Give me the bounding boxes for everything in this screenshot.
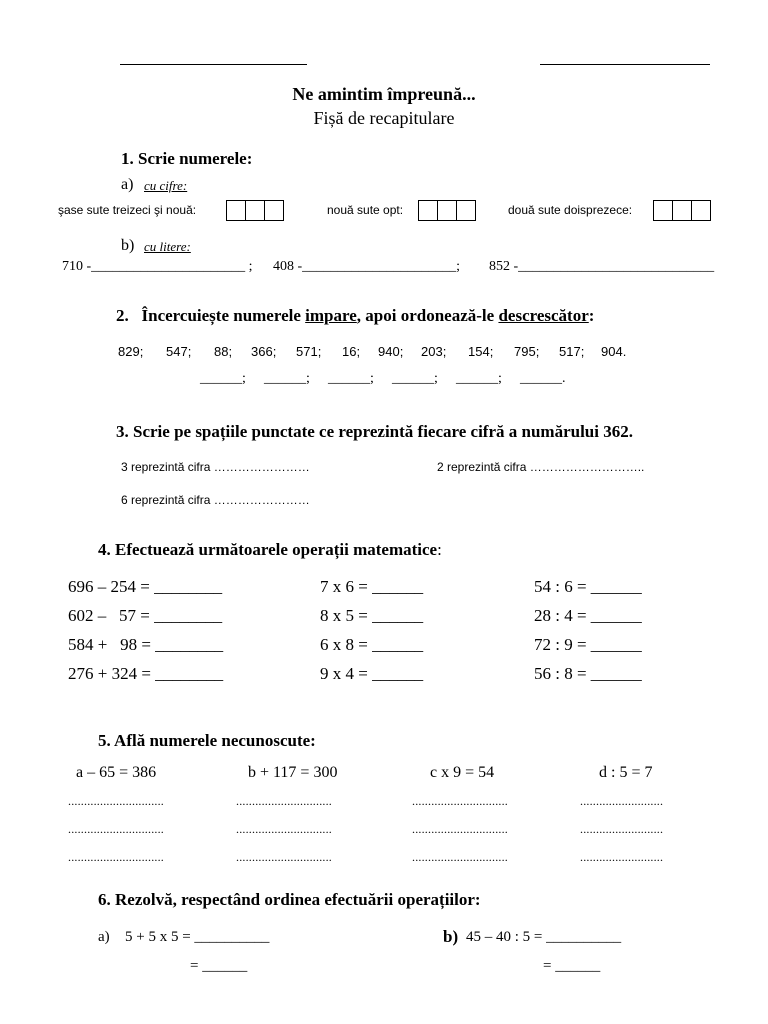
ex2-number-item[interactable]: 16; <box>342 344 361 359</box>
ex5-dotted-line[interactable]: .............................. <box>412 822 508 836</box>
ex4-operation[interactable]: 72 : 9 = ______ <box>534 635 642 654</box>
ex4-heading-colon: : <box>437 540 442 559</box>
ex5-dotted-line[interactable]: .............................. <box>68 850 164 864</box>
ex6-b-result[interactable]: = ______ <box>543 958 601 974</box>
ex3-item[interactable]: 6 reprezintă cifra …………………… <box>121 493 310 507</box>
ex2-blank[interactable]: ______; <box>200 371 246 386</box>
ex4-heading <box>98 540 442 560</box>
ex3-item[interactable]: 3 reprezintă cifra …………………… <box>121 460 310 474</box>
ex2-blank[interactable]: ______; <box>456 371 502 386</box>
ex2-text-pre: Încercuiește numerele <box>141 306 306 325</box>
name-line[interactable] <box>120 64 307 65</box>
ex5-dotted-line[interactable]: .......................... <box>580 794 664 808</box>
ex3-heading: 3. Scrie pe spațiile punctate ce reprezintă fiecare cifră a numărului 362. <box>116 422 633 441</box>
ex4-operation[interactable]: 6 x 8 = ______ <box>320 635 424 654</box>
ex5-dotted-line[interactable]: .............................. <box>68 794 164 808</box>
ex4-operation[interactable]: 56 : 8 = ______ <box>534 664 642 683</box>
ex3-item[interactable]: 2 reprezintă cifra ……………………….. <box>437 460 645 474</box>
ex2-blank[interactable]: ______. <box>520 371 566 386</box>
ex5-equation: d : 5 = 7 <box>599 764 653 781</box>
ex5-equation: c x 9 = 54 <box>430 764 495 781</box>
ex6-heading: 6. Rezolvă, respectând ordinea efectuării operațiilor: <box>98 890 481 909</box>
ex4-operation[interactable]: 9 x 4 = ______ <box>320 664 424 683</box>
ex2-keyword-impare: impare <box>305 306 357 325</box>
ex2-number-item[interactable]: 88; <box>214 344 233 359</box>
ex1-a-sub: cu cifre: <box>144 178 188 193</box>
ex5-dotted-line[interactable]: .............................. <box>236 794 332 808</box>
ex2-number-item[interactable]: 571; <box>296 344 322 359</box>
ex1-a-item: şase sute treizeci şi nouă: <box>58 203 197 217</box>
ex4-operation[interactable]: 276 + 324 = ________ <box>68 664 224 683</box>
ex4-operation[interactable]: 28 : 4 = ______ <box>534 606 642 625</box>
ex2-blank[interactable]: ______; <box>264 371 310 386</box>
ex4-heading-text: 4. Efectuează următoarele operații matematice <box>98 540 438 559</box>
ex1-b-item[interactable]: 408 -______________________; <box>273 259 461 274</box>
ex2-number-item[interactable]: 940; <box>378 344 404 359</box>
ex5-dotted-line[interactable]: .......................... <box>580 822 664 836</box>
ex2-text-mid: , apoi ordonează-le <box>356 306 499 325</box>
ex1-a-label: a) <box>121 176 134 193</box>
ex2-number-item[interactable]: 154; <box>468 344 494 359</box>
ex4-operation[interactable]: 54 : 6 = ______ <box>534 577 642 596</box>
ex5-dotted-line[interactable]: .............................. <box>412 794 508 808</box>
ex4-operation[interactable]: 696 – 254 = ________ <box>68 577 223 596</box>
ex2-number-item[interactable]: 517; <box>559 344 585 359</box>
ex1-b-label: b) <box>121 237 135 254</box>
ex1-answer-boxes-1[interactable] <box>226 200 284 220</box>
ex4-operation[interactable]: 584 + 98 = ________ <box>68 635 224 654</box>
ex6-b-label: b) <box>443 927 459 946</box>
ex5-dotted-line[interactable]: .............................. <box>412 850 508 864</box>
ex2-number-item[interactable]: 203; <box>421 344 447 359</box>
ex6-b-expression[interactable]: 45 – 40 : 5 = __________ <box>466 929 622 945</box>
ex1-b-item[interactable]: 852 -____________________________ <box>489 259 715 274</box>
ex2-number-item[interactable]: 904. <box>601 344 627 359</box>
ex2-blank[interactable]: ______; <box>328 371 374 386</box>
ex5-equation: b + 117 = 300 <box>248 764 338 781</box>
ex2-text-post: : <box>588 306 595 325</box>
ex2-number: 2. <box>116 306 129 325</box>
ex2-number-item[interactable]: 547; <box>166 344 192 359</box>
ex4-operation[interactable]: 7 x 6 = ______ <box>320 577 424 596</box>
ex6-a-expression[interactable]: 5 + 5 x 5 = __________ <box>125 929 270 945</box>
ex5-dotted-line[interactable]: .......................... <box>580 850 664 864</box>
ex1-b-item[interactable]: 710 -______________________ ; <box>62 259 253 274</box>
ex2-number-item[interactable]: 366; <box>251 344 277 359</box>
ex1-heading: 1. Scrie numerele: <box>121 149 253 168</box>
ex1-answer-boxes-3[interactable] <box>653 200 711 220</box>
ex5-dotted-line[interactable]: .............................. <box>236 850 332 864</box>
date-line[interactable] <box>540 64 710 65</box>
ex5-equation: a – 65 = 386 <box>76 764 157 781</box>
ex6-a-result[interactable]: = ______ <box>190 958 248 974</box>
ex2-number-item[interactable]: 829; <box>118 344 144 359</box>
ex1-a-item: două sute doisprezece: <box>508 203 633 217</box>
ex2-blank[interactable]: ______; <box>392 371 438 386</box>
ex1-a-item: nouă sute opt: <box>327 203 404 217</box>
ex6-a-label: a) <box>98 929 110 945</box>
page-title: Ne amintim împreună... <box>292 84 476 104</box>
ex5-dotted-line[interactable]: .............................. <box>68 822 164 836</box>
ex1-answer-boxes-2[interactable] <box>418 200 476 220</box>
ex5-dotted-line[interactable]: .............................. <box>236 822 332 836</box>
ex4-operation[interactable]: 8 x 5 = ______ <box>320 606 424 625</box>
ex2-number-item[interactable]: 795; <box>514 344 540 359</box>
ex2-heading <box>116 306 594 326</box>
ex2-keyword-descrescator: descrescător <box>498 306 589 325</box>
page-subtitle: Fișă de recapitulare <box>313 108 455 128</box>
ex4-operation[interactable]: 602 – 57 = ________ <box>68 606 223 625</box>
ex1-b-sub: cu litere: <box>144 239 191 254</box>
ex5-heading: 5. Află numerele necunoscute: <box>98 731 316 750</box>
